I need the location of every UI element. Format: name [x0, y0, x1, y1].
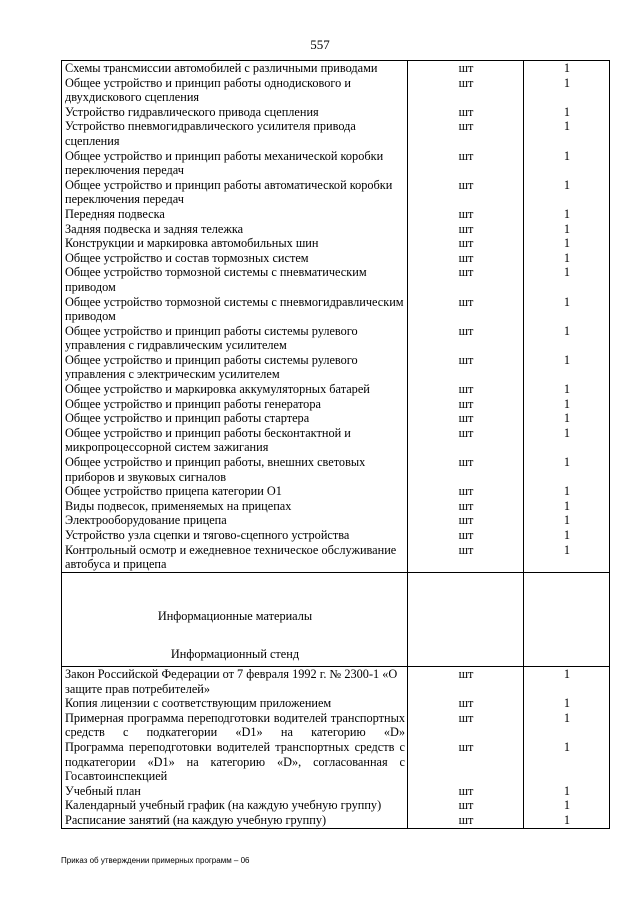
- table-row: [62, 382, 610, 397]
- spacer-row: [62, 572, 610, 589]
- table-row: [62, 696, 610, 711]
- item-name-cell: Программа переподготовки водителей транспортных средств с подкатегории «D1» на категорию «D», согласованная с Госавтоинспекцией: [62, 740, 408, 784]
- page-number: 557: [310, 37, 330, 52]
- table-body-top: [62, 61, 610, 573]
- unit-cell: шт: [408, 397, 524, 412]
- table-row: [62, 784, 610, 799]
- unit-cell: шт: [408, 236, 524, 251]
- item-name-cell: Общее устройство и принцип работы системы рулевого управления с электрическим усилителем: [62, 353, 408, 382]
- unit-cell: шт: [408, 105, 524, 120]
- quantity-cell: 1: [524, 798, 610, 813]
- quantity-cell: 1: [524, 149, 610, 178]
- table-row: [62, 484, 610, 499]
- footer-note: Приказ об утверждении примерных программ – 06: [61, 856, 250, 865]
- table-row: [62, 119, 610, 148]
- section-title: Информационные материалы: [62, 605, 408, 628]
- unit-cell: шт: [408, 119, 524, 148]
- unit-cell: шт: [408, 543, 524, 573]
- quantity-cell: 1: [524, 528, 610, 543]
- unit-cell: шт: [408, 513, 524, 528]
- quantity-cell: 1: [524, 696, 610, 711]
- quantity-cell: 1: [524, 105, 610, 120]
- unit-cell: шт: [408, 484, 524, 499]
- spacer-row: [62, 627, 610, 643]
- table-row: [62, 61, 610, 76]
- table-row: [62, 251, 610, 266]
- table-row: [62, 353, 610, 382]
- subsection-title: Информационный стенд: [62, 643, 408, 666]
- item-name-cell: Закон Российской Федерации от 7 февраля 1992 г. № 2300-1 «О защите прав потребителей»: [62, 666, 408, 696]
- unit-cell: шт: [408, 411, 524, 426]
- quantity-cell: 1: [524, 499, 610, 514]
- unit-cell: шт: [408, 798, 524, 813]
- quantity-cell: 1: [524, 382, 610, 397]
- table-row: [62, 207, 610, 222]
- spacer-row: [62, 589, 610, 605]
- item-name-cell: Общее устройство тормозной системы с пневматическим приводом: [62, 265, 408, 294]
- item-name-cell: Передняя подвеска: [62, 207, 408, 222]
- quantity-cell: 1: [524, 265, 610, 294]
- unit-cell: шт: [408, 178, 524, 207]
- table-row: [62, 426, 610, 455]
- quantity-cell: 1: [524, 207, 610, 222]
- section-heading-row: [62, 605, 610, 628]
- unit-cell: шт: [408, 696, 524, 711]
- unit-cell: шт: [408, 740, 524, 784]
- unit-cell: шт: [408, 353, 524, 382]
- quantity-cell: 1: [524, 666, 610, 696]
- item-name-cell: Общее устройство тормозной системы с пневмогидравлическим приводом: [62, 295, 408, 324]
- item-name-cell: Копия лицензии с соответствующим приложением: [62, 696, 408, 711]
- table-row: [62, 513, 610, 528]
- quantity-cell: 1: [524, 251, 610, 266]
- table-row: [62, 178, 610, 207]
- item-name-cell: Расписание занятий (на каждую учебную группу): [62, 813, 408, 828]
- table-row: [62, 397, 610, 412]
- item-name-cell: Общее устройство и принцип работы системы рулевого управления с гидравлическим усилителем: [62, 324, 408, 353]
- quantity-cell: 1: [524, 76, 610, 105]
- quantity-cell: 1: [524, 295, 610, 324]
- unit-cell: шт: [408, 61, 524, 76]
- table-row: [62, 528, 610, 543]
- table-row: [62, 666, 610, 696]
- item-name-cell: Общее устройство и состав тормозных систем: [62, 251, 408, 266]
- table-row: [62, 149, 610, 178]
- item-name-cell: Контрольный осмотр и ежедневное техническое обслуживание автобуса и прицепа: [62, 543, 408, 573]
- item-name-cell: Общее устройство и принцип работы механической коробки переключения передач: [62, 149, 408, 178]
- item-name-cell: Общее устройство и принцип работы, внешних световых приборов и звуковых сигналов: [62, 455, 408, 484]
- table-row: [62, 740, 610, 784]
- quantity-cell: 1: [524, 353, 610, 382]
- unit-cell: шт: [408, 711, 524, 740]
- table-row: [62, 265, 610, 294]
- quantity-cell: 1: [524, 61, 610, 76]
- unit-cell: шт: [408, 499, 524, 514]
- item-name-cell: Виды подвесок, применяемых на прицепах: [62, 499, 408, 514]
- unit-cell: шт: [408, 426, 524, 455]
- unit-cell: шт: [408, 784, 524, 799]
- item-name-cell: Общее устройство и принцип работы стартера: [62, 411, 408, 426]
- quantity-cell: 1: [524, 455, 610, 484]
- unit-cell: шт: [408, 76, 524, 105]
- item-name-cell: Общее устройство и принцип работы генератора: [62, 397, 408, 412]
- table-row: [62, 543, 610, 573]
- quantity-cell: 1: [524, 513, 610, 528]
- unit-cell: шт: [408, 528, 524, 543]
- item-name-cell: Схемы трансмиссии автомобилей с различными приводами: [62, 61, 408, 76]
- quantity-cell: 1: [524, 119, 610, 148]
- item-name-cell: Конструкции и маркировка автомобильных шин: [62, 236, 408, 251]
- subsection-heading-row: [62, 643, 610, 666]
- table-row: [62, 236, 610, 251]
- table-row: [62, 324, 610, 353]
- item-name-cell: Общее устройство и принцип работы автоматической коробки переключения передач: [62, 178, 408, 207]
- unit-cell: шт: [408, 324, 524, 353]
- quantity-cell: 1: [524, 411, 610, 426]
- unit-cell: шт: [408, 666, 524, 696]
- table-row: [62, 295, 610, 324]
- quantity-cell: 1: [524, 784, 610, 799]
- unit-cell: шт: [408, 222, 524, 237]
- quantity-cell: 1: [524, 543, 610, 573]
- unit-cell: шт: [408, 295, 524, 324]
- unit-cell: шт: [408, 382, 524, 397]
- quantity-cell: 1: [524, 178, 610, 207]
- table-row: [62, 105, 610, 120]
- unit-cell: шт: [408, 813, 524, 828]
- item-name-cell: Электрооборудование прицепа: [62, 513, 408, 528]
- quantity-cell: 1: [524, 426, 610, 455]
- table-row: [62, 813, 610, 828]
- table-row: [62, 76, 610, 105]
- unit-cell: шт: [408, 207, 524, 222]
- unit-cell: шт: [408, 251, 524, 266]
- item-name-cell: Устройство гидравлического привода сцепления: [62, 105, 408, 120]
- table-row: [62, 411, 610, 426]
- quantity-cell: 1: [524, 711, 610, 740]
- item-name-cell: Устройство пневмогидравлического усилителя привода сцепления: [62, 119, 408, 148]
- item-name-cell: Примерная программа переподготовки водителей транспортных средств с подкатегории «D1» на категорию «D»: [62, 711, 408, 740]
- item-name-cell: Общее устройство прицепа категории O1: [62, 484, 408, 499]
- quantity-cell: 1: [524, 740, 610, 784]
- item-name-cell: Учебный план: [62, 784, 408, 799]
- table-body-bottom: [62, 666, 610, 828]
- item-name-cell: Задняя подвеска и задняя тележка: [62, 222, 408, 237]
- table-row: [62, 222, 610, 237]
- table-row: [62, 455, 610, 484]
- table-section-info: [62, 572, 610, 666]
- quantity-cell: 1: [524, 484, 610, 499]
- unit-cell: шт: [408, 149, 524, 178]
- unit-cell: шт: [408, 265, 524, 294]
- quantity-cell: 1: [524, 813, 610, 828]
- table-row: [62, 499, 610, 514]
- quantity-cell: 1: [524, 222, 610, 237]
- item-name-cell: Общее устройство и принцип работы однодискового и двухдискового сцепления: [62, 76, 408, 105]
- equipment-table: [61, 60, 610, 829]
- quantity-cell: 1: [524, 236, 610, 251]
- item-name-cell: Устройство узла сцепки и тягово-сцепного устройства: [62, 528, 408, 543]
- table-row: [62, 711, 610, 740]
- unit-cell: шт: [408, 455, 524, 484]
- item-name-cell: Общее устройство и принцип работы бесконтактной и микропроцессорной систем зажигания: [62, 426, 408, 455]
- item-name-cell: Общее устройство и маркировка аккумуляторных батарей: [62, 382, 408, 397]
- item-name-cell: Календарный учебный график (на каждую учебную группу): [62, 798, 408, 813]
- table-row: [62, 798, 610, 813]
- quantity-cell: 1: [524, 397, 610, 412]
- quantity-cell: 1: [524, 324, 610, 353]
